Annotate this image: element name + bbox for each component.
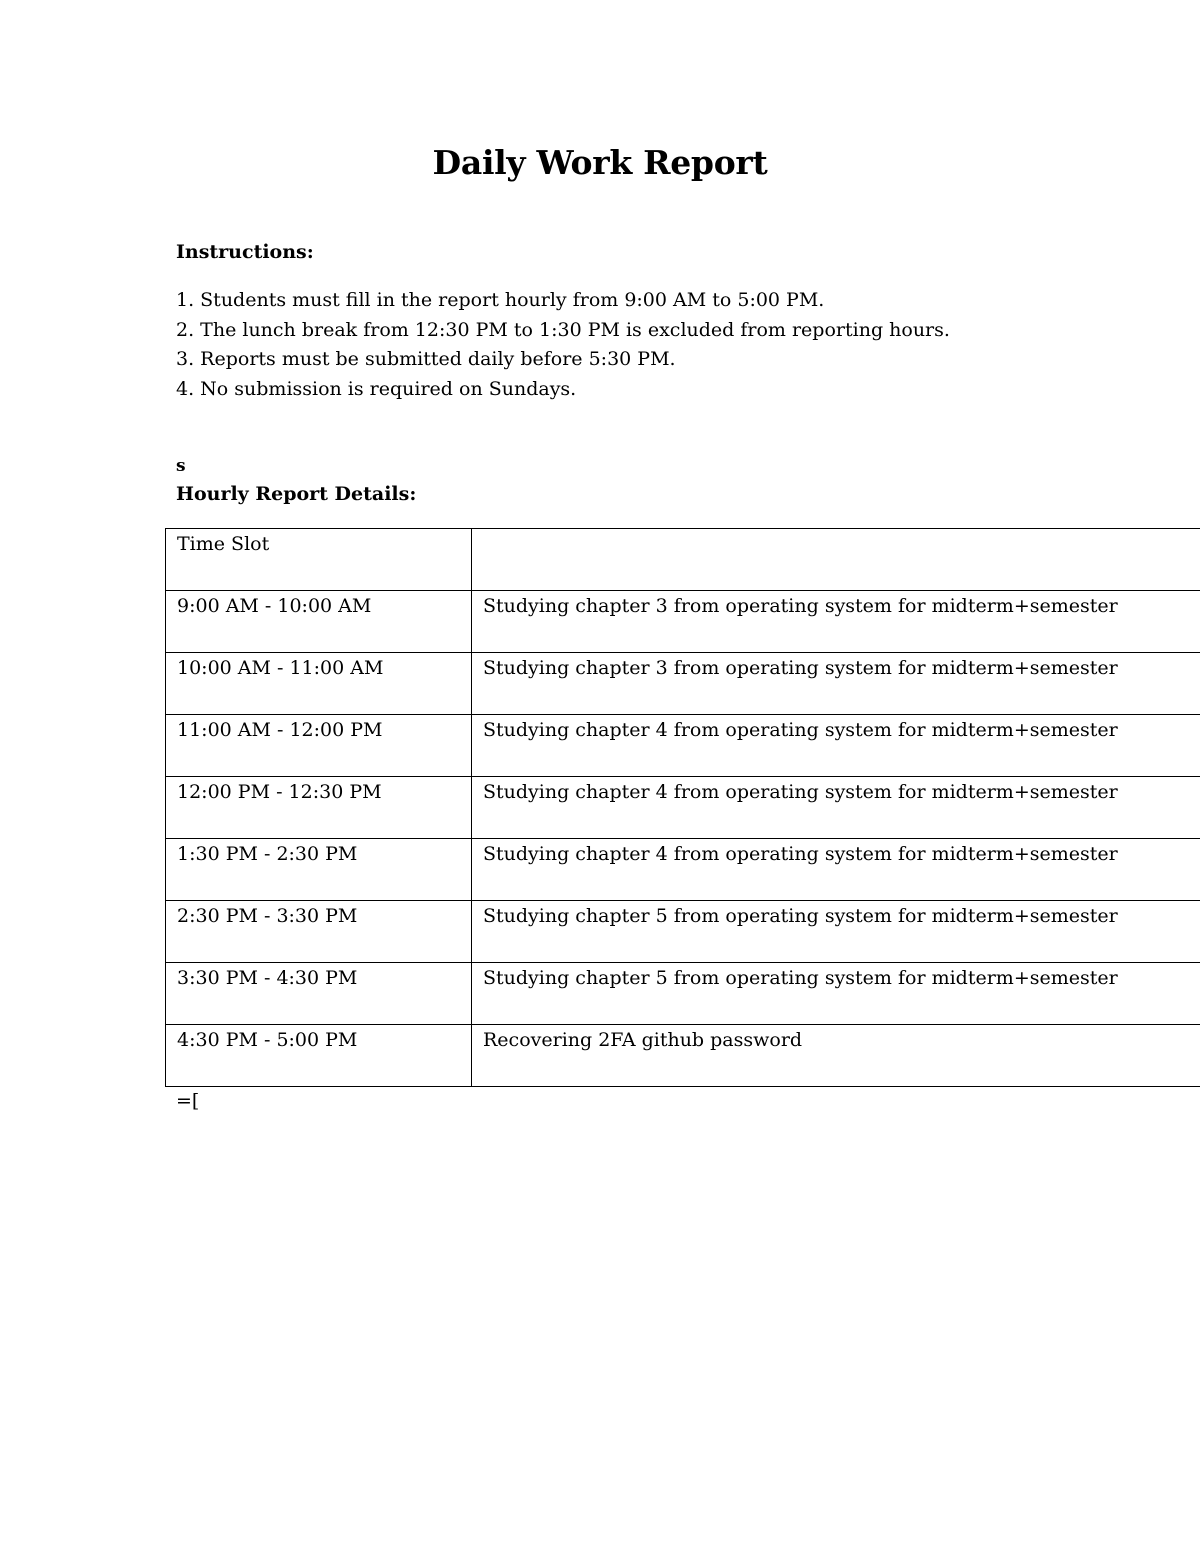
table-row [166, 653, 1200, 715]
table-row [166, 715, 1200, 777]
table-header-row [166, 529, 1200, 591]
time-slot-cell: 4:30 PM - 5:00 PM [166, 1025, 472, 1087]
header-cell-activity [472, 529, 1200, 591]
table-row [166, 591, 1200, 653]
instruction-item: 2. The lunch break from 12:30 PM to 1:30 PM is excluded from reporting hours. [176, 318, 950, 341]
time-slot-cell: 2:30 PM - 3:30 PM [166, 901, 472, 963]
table-row [166, 777, 1200, 839]
time-slot-cell: 10:00 AM - 11:00 AM [166, 653, 472, 715]
time-slot-cell: 1:30 PM - 2:30 PM [166, 839, 472, 901]
table-row [166, 1025, 1200, 1087]
activity-cell: Studying chapter 5 from operating system for midterm+semester [472, 963, 1200, 1025]
stray-text: s [176, 456, 186, 476]
activity-cell: Studying chapter 4 from operating system for midterm+semester [472, 715, 1200, 777]
trailing-text: =[ [176, 1090, 200, 1112]
table-row [166, 901, 1200, 963]
activity-cell: Studying chapter 3 from operating system for midterm+semester [472, 653, 1200, 715]
instruction-item: 1. Students must fill in the report hourly from 9:00 AM to 5:00 PM. [176, 289, 825, 311]
activity-cell: Studying chapter 4 from operating system for midterm+semester [472, 839, 1200, 901]
activity-cell: Studying chapter 5 from operating system for midterm+semester [472, 901, 1200, 963]
page-title: Daily Work Report [432, 143, 768, 182]
instruction-item: 4. No submission is required on Sundays. [176, 377, 577, 400]
hourly-report-table [165, 528, 1200, 1087]
instructions-heading: Instructions: [176, 241, 314, 263]
activity-cell: Recovering 2FA github password [472, 1025, 1200, 1087]
time-slot-cell: 11:00 AM - 12:00 PM [166, 715, 472, 777]
time-slot-cell: 12:00 PM - 12:30 PM [166, 777, 472, 839]
header-cell-time-slot: Time Slot [166, 529, 472, 591]
activity-cell: Studying chapter 3 from operating system for midterm+semester [472, 591, 1200, 653]
instruction-item: 3. Reports must be submitted daily before 5:30 PM. [176, 348, 676, 370]
time-slot-cell: 9:00 AM - 10:00 AM [166, 591, 472, 653]
activity-cell: Studying chapter 4 from operating system for midterm+semester [472, 777, 1200, 839]
time-slot-cell: 3:30 PM - 4:30 PM [166, 963, 472, 1025]
details-heading: Hourly Report Details: [176, 483, 417, 505]
table-row [166, 963, 1200, 1025]
instructions-list [176, 286, 950, 404]
table-row [166, 839, 1200, 901]
